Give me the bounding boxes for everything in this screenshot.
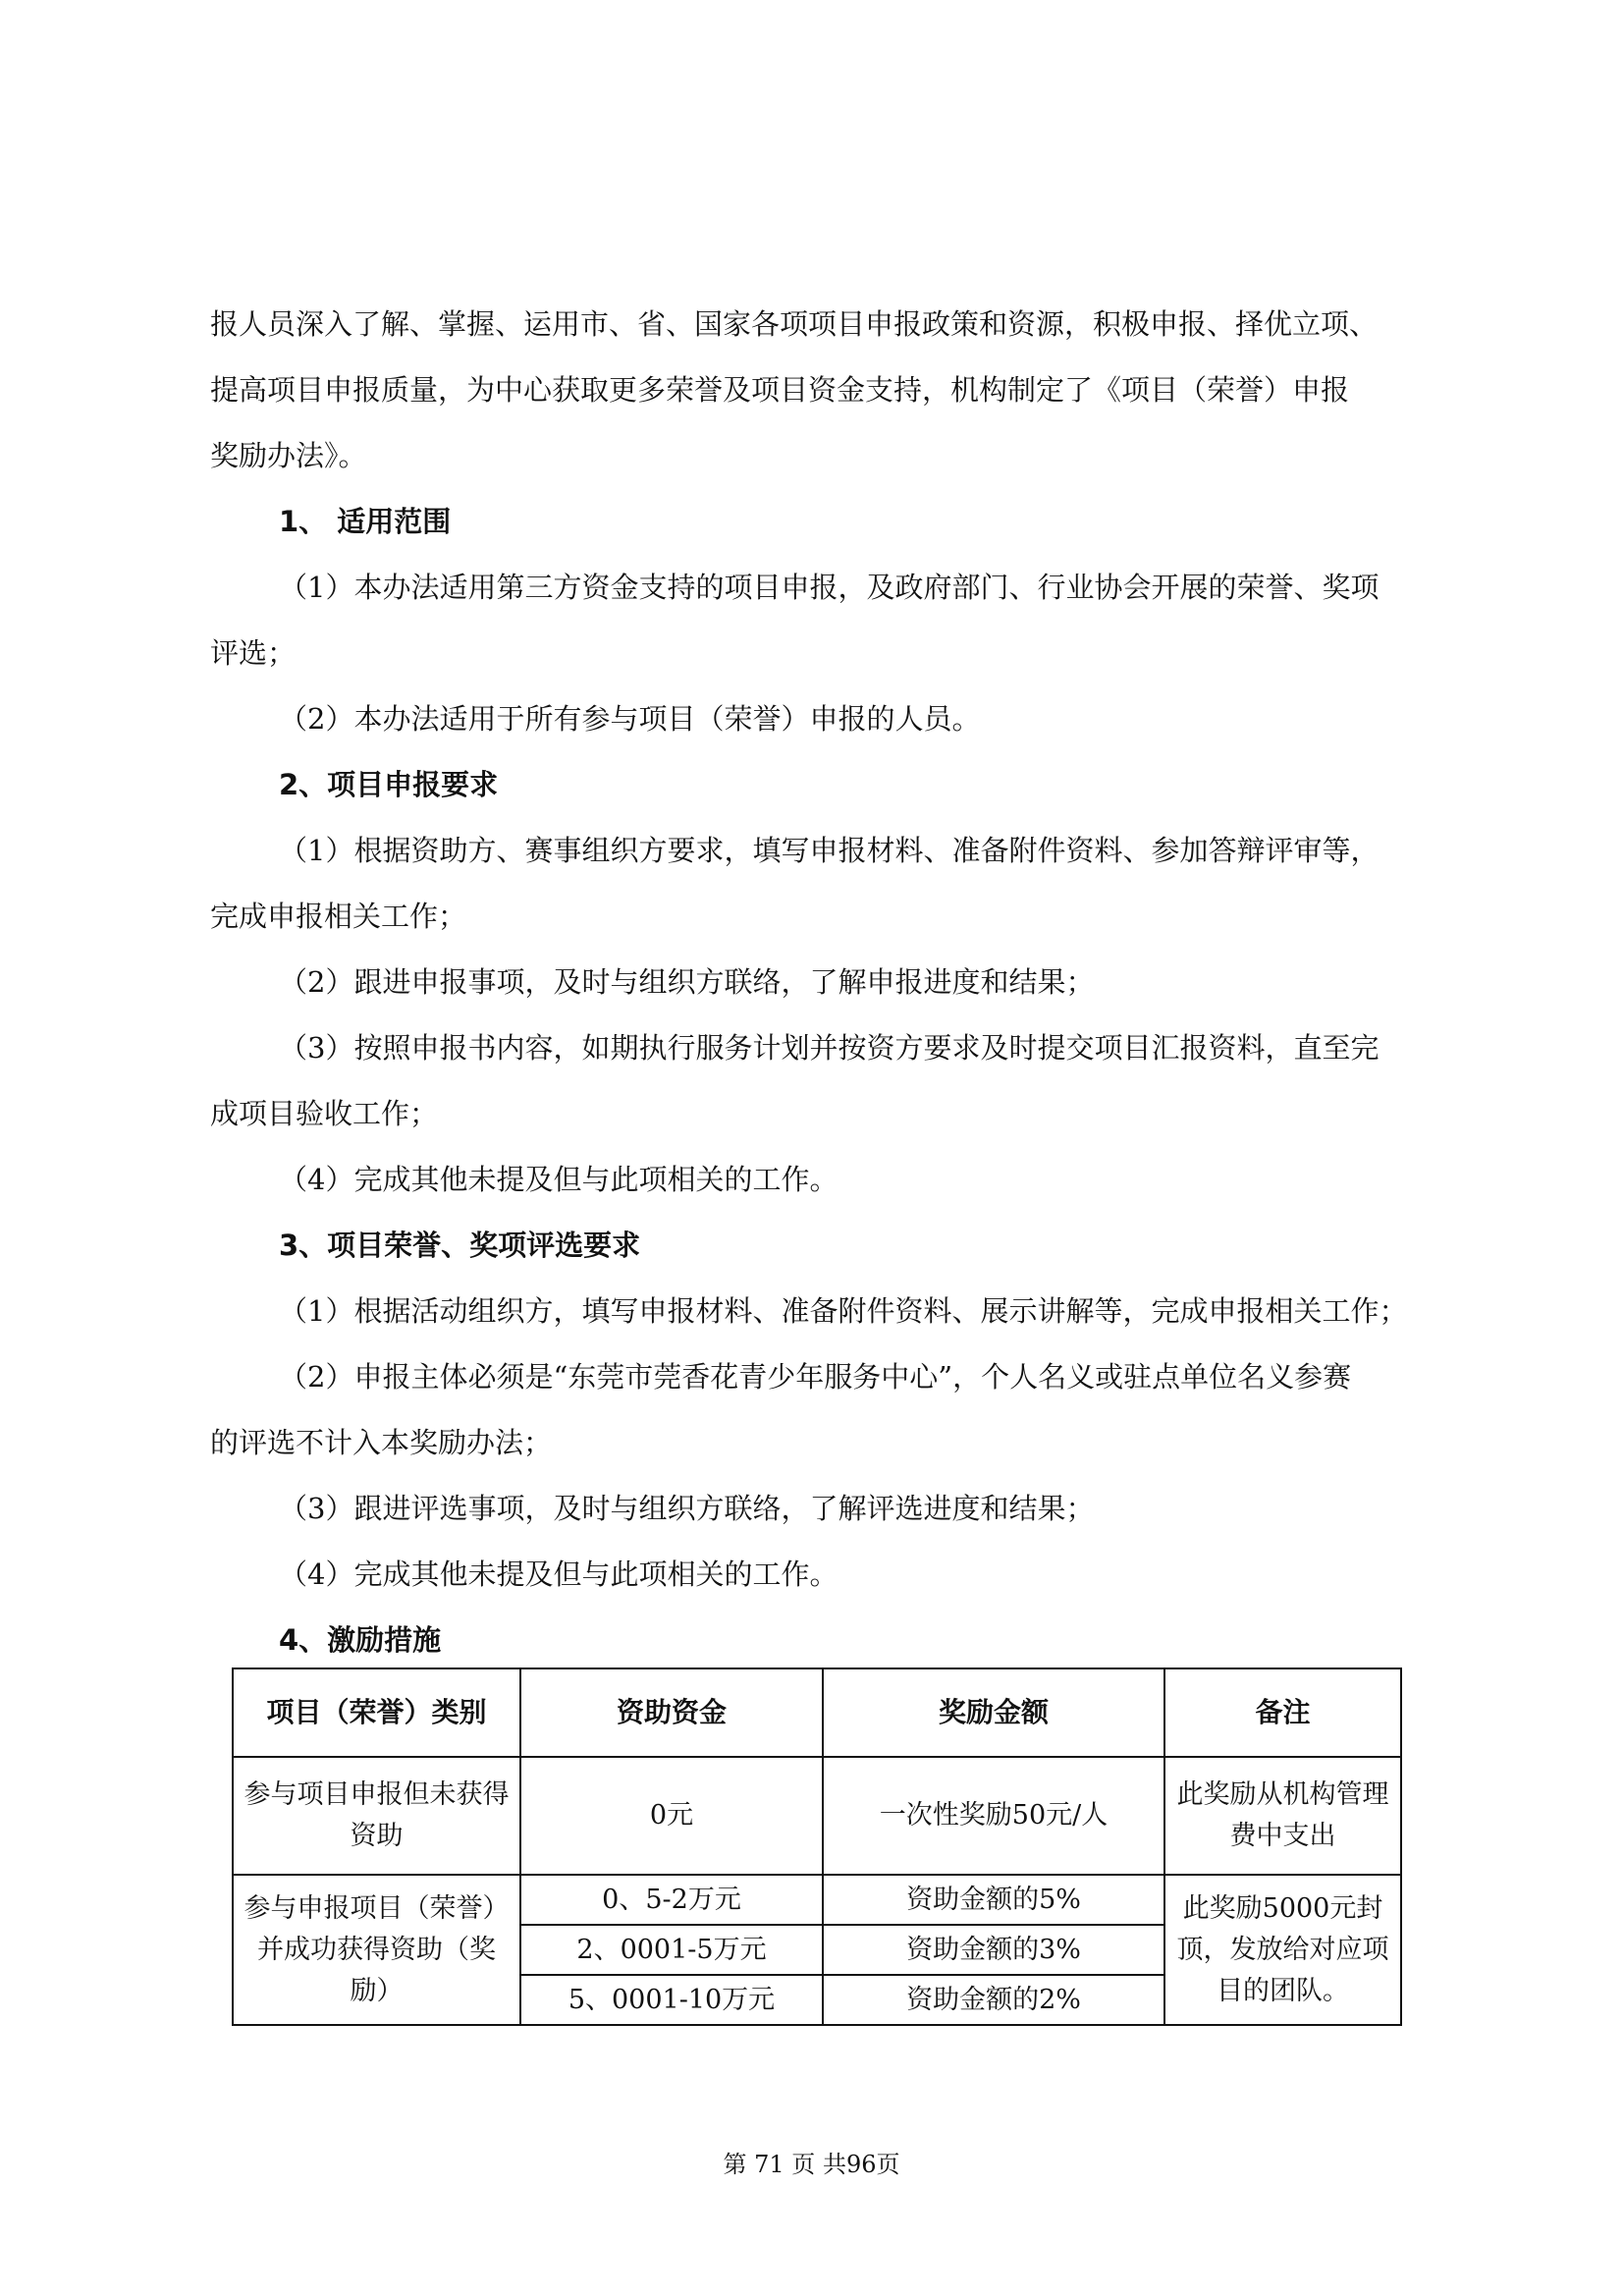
body-text-line: 成项目验收工作； [210,1097,439,1130]
body-text-line: 的评选不计入本奖励办法； [210,1426,553,1459]
body-text-line: （1）根据资助方、赛事组织方要求，填写申报材料、准备附件资料、参加答辩评审等， [279,834,1380,867]
body-text-line: 奖励办法》。 [210,439,367,472]
category-cell: 参与申报项目（荣誉）并成功获得资助（奖励） [233,1875,520,2025]
reward-cell: 资助金额的5% [823,1875,1164,1925]
column-header-note: 备注 [1164,1668,1401,1757]
body-text-line: （2）申报主体必须是“东莞市莞香花青少年服务中心”，个人名义或驻点单位名义参赛 [279,1360,1352,1394]
page-number: 第 71 页 共96页 [723,2151,900,2178]
section-heading: 4、激励措施 [279,1623,442,1657]
note-cell: 此奖励5000元封顶，发放给对应项目的团队。 [1164,1875,1401,2025]
fund-cell: 2、0001-5万元 [520,1925,823,1975]
reward-cell: 一次性奖励50元/人 [823,1757,1164,1875]
section-heading: 2、项目申报要求 [279,768,499,801]
body-text-line: （2）本办法适用于所有参与项目（荣誉）申报的人员。 [279,702,981,736]
body-text-line: （1）本办法适用第三方资金支持的项目申报，及政府部门、行业协会开展的荣誉、奖项 [279,571,1380,604]
category-cell: 参与项目申报但未获得资助 [233,1757,520,1875]
body-text-line: （1）根据活动组织方，填写申报材料、准备附件资料、展示讲解等，完成申报相关工作； [279,1294,1408,1328]
column-header-category: 项目（荣誉）类别 [233,1668,520,1757]
body-text-line: （4）完成其他未提及但与此项相关的工作。 [279,1558,839,1591]
section-heading: 3、项目荣誉、奖项评选要求 [279,1229,641,1262]
note-cell: 此奖励从机构管理费中支出 [1164,1757,1401,1875]
table-row [233,1875,1401,1925]
body-text-line: （2）跟进申报事项，及时与组织方联络，了解申报进度和结果； [279,965,1095,999]
column-header-reward: 奖励金额 [823,1668,1164,1757]
fund-cell: 0元 [520,1757,823,1875]
reward-cell: 资助金额的2% [823,1975,1164,2025]
body-text-line: 完成申报相关工作； [210,900,467,933]
body-text-line: 报人员深入了解、掌握、运用市、省、国家各项项目申报政策和资源，积极申报、择优立项、 [210,307,1379,341]
reward-table [232,1667,1402,2026]
table-row [233,1757,1401,1875]
column-header-fund: 资助资金 [520,1668,823,1757]
reward-cell: 资助金额的3% [823,1925,1164,1975]
fund-cell: 0、5-2万元 [520,1875,823,1925]
body-text-line: 提高项目申报质量，为中心获取更多荣誉及项目资金支持，机构制定了《项目（荣誉）申报 [210,373,1350,407]
fund-cell: 5、0001-10万元 [520,1975,823,2025]
body-text-line: （3）按照申报书内容，如期执行服务计划并按资方要求及时提交项目汇报资料，直至完 [279,1031,1380,1065]
section-heading: 1、 适用范围 [279,505,452,538]
body-text-line: 评选； [210,636,297,670]
table-header-row [233,1668,1401,1757]
body-text-line: （4）完成其他未提及但与此项相关的工作。 [279,1163,839,1196]
body-text-line: （3）跟进评选事项，及时与组织方联络，了解评选进度和结果； [279,1492,1095,1525]
